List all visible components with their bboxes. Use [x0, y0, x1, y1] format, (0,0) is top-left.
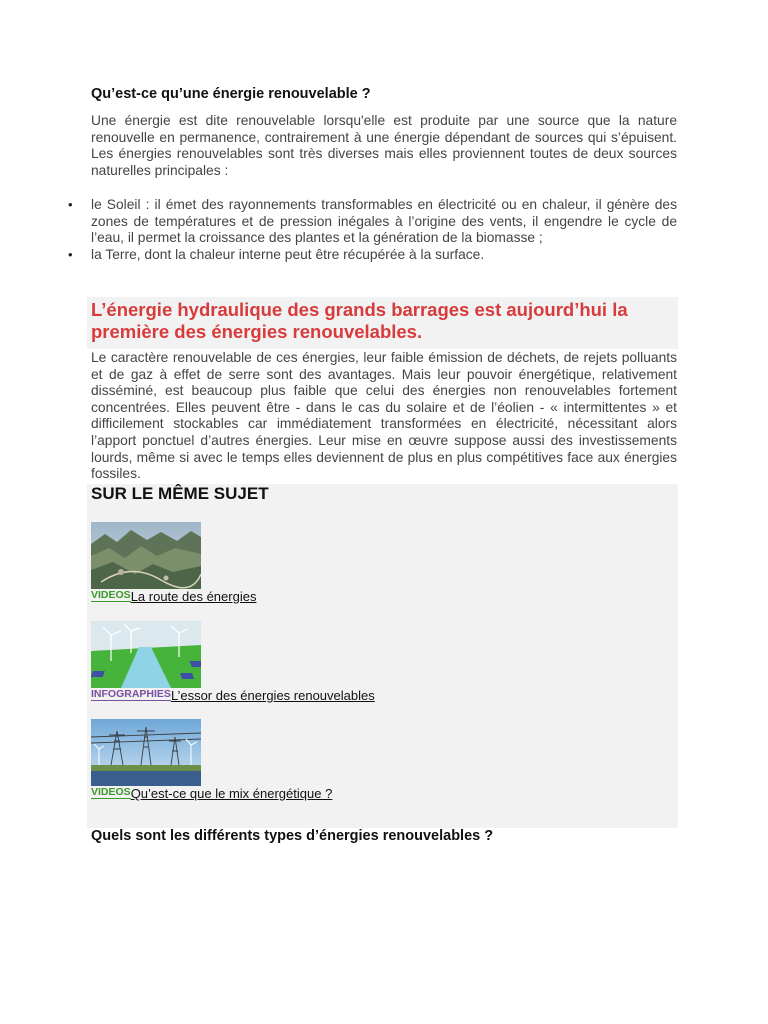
related-item-route	[91, 522, 256, 605]
category-label[interactable]: INFOGRAPHIES	[91, 688, 171, 700]
intro-paragraph: Une énergie est dite renouvelable lorsqu'elle est produite par une source que la nature renouvelle en permanence, contrairement à une énergie dépendant de sources qui s’épuisent. Les énergies renouvelables sont très diverses mais elles proviennent toutes de deux sources naturelles principales :	[91, 113, 677, 178]
category-label[interactable]: VIDEOS	[91, 589, 131, 601]
sources-list	[68, 197, 677, 263]
highlight-quote: L’énergie hydraulique des grands barrages est aujourd’hui la première des énergies renouvelables.	[91, 299, 628, 342]
related-link[interactable]: L’essor des énergies renouvelables	[170, 688, 375, 703]
item-caption	[91, 688, 375, 704]
bullet-icon: •	[68, 246, 73, 262]
related-item-mix	[91, 719, 332, 802]
related-item-essor	[91, 621, 375, 704]
wind-solar-farm-icon[interactable]	[91, 621, 375, 688]
section-heading-what-is: Qu’est-ce qu’une énergie renouvelable ?	[91, 86, 371, 102]
related-link[interactable]: La route des énergies	[130, 589, 257, 604]
item-caption	[91, 589, 256, 605]
list-item-text: la Terre, dont la chaleur interne peut être récupérée à la surface.	[91, 246, 485, 262]
advantages-paragraph: Le caractère renouvelable de ces énergies, leur faible émission de déchets, de rejets polluants et de gaz à effet de serre sont des avantages. Mais leur pouvoir énergétique, relativement disséminé, est beaucoup plus faible que celui des énergies non renouvelables fortement concentrées. Elles peuvent être - dans le cas du solaire et de l’éolien - « intermittentes » et difficilement stockables car immédiatement transformées en électricité, nécessitant alors l’apport ponctuel d’autres énergies. Leur mise en œuvre suppose aussi des investissements lourds, même si avec le temps elles deviennent de plus en plus compétitives face aux énergies fossiles.	[91, 350, 677, 482]
list-item-sun	[68, 197, 677, 247]
highlight-box	[87, 297, 678, 349]
related-articles-box	[87, 484, 678, 828]
item-caption	[91, 786, 332, 802]
list-item-text: le Soleil : il émet des rayonnements transformables en électricité ou en chaleur, il génère des zones de températures et de pression inégales à l’origine des vents, il engendre le cycle de l’eau, il permet la croissance des plantes et la génération de la biomasse ;	[91, 197, 677, 246]
list-item-earth	[68, 246, 677, 264]
power-grid-icon[interactable]	[91, 719, 332, 786]
related-title: SUR LE MÊME SUJET	[91, 484, 269, 503]
mountain-landscape-icon[interactable]	[91, 522, 256, 589]
category-label[interactable]: VIDEOS	[91, 786, 131, 798]
bullet-icon: •	[68, 197, 73, 212]
related-link[interactable]: Qu’est-ce que le mix énergétique ?	[130, 786, 333, 801]
section-heading-types: Quels sont les différents types d’énergies renouvelables ?	[91, 828, 494, 844]
